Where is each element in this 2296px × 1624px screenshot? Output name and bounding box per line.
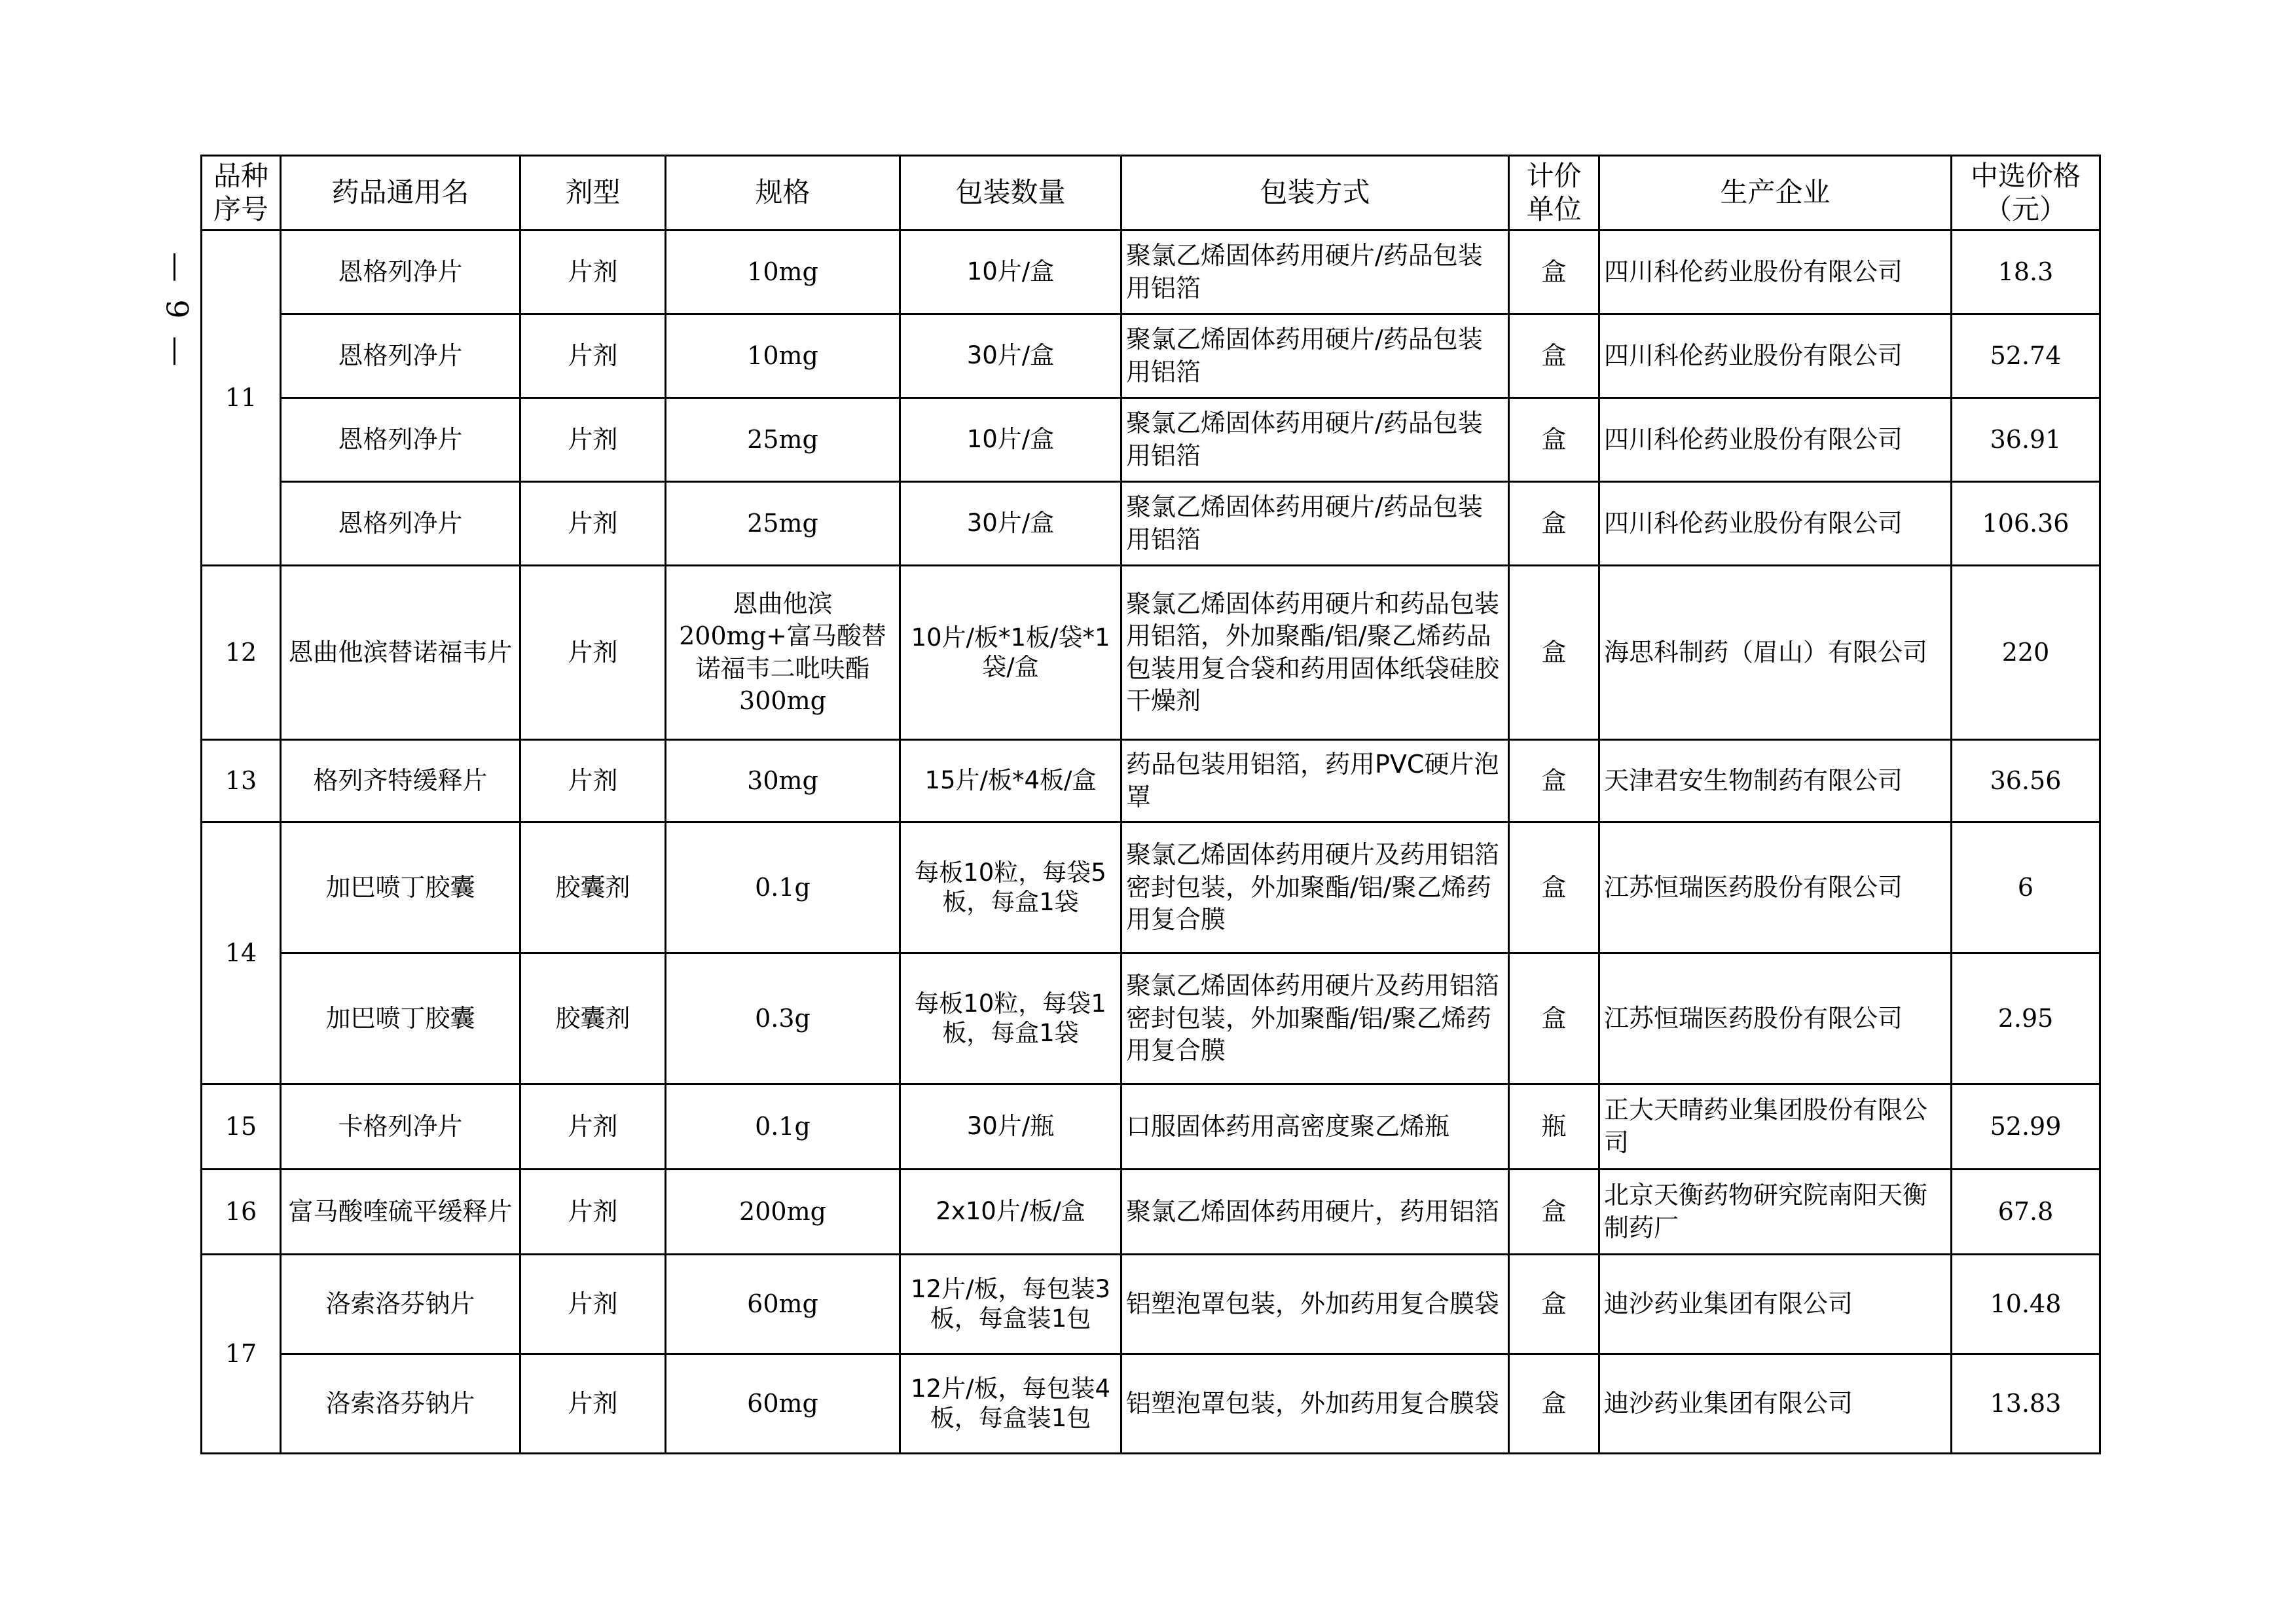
package-quantity-cell: 30片/盒 (900, 482, 1121, 566)
header-dosage-form: 剂型 (520, 156, 666, 231)
selected-price-cell: 36.91 (1952, 398, 2100, 482)
drug-name-cell: 恩格列净片 (281, 314, 520, 398)
dosage-form-cell: 片剂 (520, 1354, 666, 1454)
table-row (202, 398, 2100, 482)
dosage-form-cell: 片剂 (520, 482, 666, 566)
dosage-form-cell: 片剂 (520, 398, 666, 482)
specification-cell: 60mg (666, 1354, 900, 1454)
package-quantity-cell: 每板10粒，每袋1板，每盒1袋 (900, 953, 1121, 1084)
specification-cell: 200mg (666, 1170, 900, 1255)
table-row (202, 231, 2100, 314)
table-row (202, 953, 2100, 1084)
packing-method-cell: 聚氯乙烯固体药用硬片及药用铝箔密封包装，外加聚酯/铝/聚乙烯药用复合膜 (1121, 822, 1509, 953)
specification-cell: 恩曲他滨200mg+富马酸替诺福韦二吡呋酯300mg (666, 566, 900, 740)
drug-name-cell: 加巴喷丁胶囊 (281, 822, 520, 953)
specification-cell: 10mg (666, 314, 900, 398)
seq-cell: 11 (202, 231, 281, 566)
selected-price-cell: 2.95 (1952, 953, 2100, 1084)
specification-cell: 10mg (666, 231, 900, 314)
specification-cell: 0.1g (666, 822, 900, 953)
table-header-row (202, 156, 2100, 231)
package-quantity-cell: 10片/盒 (900, 398, 1121, 482)
dosage-form-cell: 片剂 (520, 314, 666, 398)
manufacturer-cell: 海思科制药（眉山）有限公司 (1599, 566, 1952, 740)
packing-method-cell: 铝塑泡罩包装，外加药用复合膜袋 (1121, 1255, 1509, 1354)
header-packing-method: 包装方式 (1121, 156, 1509, 231)
selected-price-cell: 106.36 (1952, 482, 2100, 566)
drug-name-cell: 恩曲他滨替诺福韦片 (281, 566, 520, 740)
manufacturer-cell: 四川科伦药业股份有限公司 (1599, 398, 1952, 482)
header-specification: 规格 (666, 156, 900, 231)
pricing-unit-cell: 盒 (1509, 822, 1599, 953)
manufacturer-cell: 四川科伦药业股份有限公司 (1599, 231, 1952, 314)
table-row (202, 1354, 2100, 1454)
table-row (202, 566, 2100, 740)
manufacturer-cell: 迪沙药业集团有限公司 (1599, 1255, 1952, 1354)
selected-price-cell: 6 (1952, 822, 2100, 953)
drug-name-cell: 格列齐特缓释片 (281, 740, 520, 822)
packing-method-cell: 聚氯乙烯固体药用硬片和药品包装用铝箔，外加聚酯/铝/聚乙烯药品包装用复合袋和药用固体纸袋硅胶干燥剂 (1121, 566, 1509, 740)
drug-name-cell: 恩格列净片 (281, 482, 520, 566)
selected-price-cell: 36.56 (1952, 740, 2100, 822)
pricing-unit-cell: 盒 (1509, 566, 1599, 740)
table-row (202, 314, 2100, 398)
packing-method-cell: 铝塑泡罩包装，外加药用复合膜袋 (1121, 1354, 1509, 1454)
header-seq: 品种序号 (202, 156, 281, 231)
packing-method-cell: 口服固体药用高密度聚乙烯瓶 (1121, 1084, 1509, 1170)
manufacturer-cell: 天津君安生物制药有限公司 (1599, 740, 1952, 822)
seq-cell: 13 (202, 740, 281, 822)
manufacturer-cell: 四川科伦药业股份有限公司 (1599, 482, 1952, 566)
packing-method-cell: 聚氯乙烯固体药用硬片/药品包装用铝箔 (1121, 314, 1509, 398)
packing-method-cell: 聚氯乙烯固体药用硬片/药品包装用铝箔 (1121, 398, 1509, 482)
dosage-form-cell: 片剂 (520, 1170, 666, 1255)
selected-price-cell: 52.99 (1952, 1084, 2100, 1170)
package-quantity-cell: 2x10片/板/盒 (900, 1170, 1121, 1255)
pricing-unit-cell: 盒 (1509, 398, 1599, 482)
header-package-quantity: 包装数量 (900, 156, 1121, 231)
drug-name-cell: 恩格列净片 (281, 398, 520, 482)
manufacturer-cell: 北京天衡药物研究院南阳天衡制药厂 (1599, 1170, 1952, 1255)
drug-name-cell: 富马酸喹硫平缓释片 (281, 1170, 520, 1255)
manufacturer-cell: 江苏恒瑞医药股份有限公司 (1599, 953, 1952, 1084)
selected-price-cell: 67.8 (1952, 1170, 2100, 1255)
dosage-form-cell: 片剂 (520, 566, 666, 740)
seq-cell: 15 (202, 1084, 281, 1170)
pricing-unit-cell: 盒 (1509, 1255, 1599, 1354)
dosage-form-cell: 片剂 (520, 231, 666, 314)
selected-price-cell: 13.83 (1952, 1354, 2100, 1454)
manufacturer-cell: 正大天晴药业集团股份有限公司 (1599, 1084, 1952, 1170)
header-manufacturer: 生产企业 (1599, 156, 1952, 231)
seq-cell: 17 (202, 1255, 281, 1454)
table-row (202, 1255, 2100, 1354)
drug-name-cell: 恩格列净片 (281, 231, 520, 314)
package-quantity-cell: 15片/板*4板/盒 (900, 740, 1121, 822)
specification-cell: 0.1g (666, 1084, 900, 1170)
seq-cell: 12 (202, 566, 281, 740)
table-row (202, 1170, 2100, 1255)
dosage-form-cell: 胶囊剂 (520, 953, 666, 1084)
packing-method-cell: 聚氯乙烯固体药用硬片/药品包装用铝箔 (1121, 231, 1509, 314)
package-quantity-cell: 12片/板，每包装3板，每盒装1包 (900, 1255, 1121, 1354)
header-drug-name: 药品通用名 (281, 156, 520, 231)
specification-cell: 30mg (666, 740, 900, 822)
package-quantity-cell: 10片/板*1板/袋*1袋/盒 (900, 566, 1121, 740)
packing-method-cell: 药品包装用铝箔，药用PVC硬片泡罩 (1121, 740, 1509, 822)
package-quantity-cell: 12片/板，每包装4板，每盒装1包 (900, 1354, 1121, 1454)
drug-name-cell: 加巴喷丁胶囊 (281, 953, 520, 1084)
dosage-form-cell: 片剂 (520, 1084, 666, 1170)
specification-cell: 60mg (666, 1255, 900, 1354)
selected-price-cell: 220 (1952, 566, 2100, 740)
table-row (202, 740, 2100, 822)
dosage-form-cell: 胶囊剂 (520, 822, 666, 953)
specification-cell: 25mg (666, 398, 900, 482)
pricing-unit-cell: 盒 (1509, 1170, 1599, 1255)
drug-price-table (200, 155, 2101, 1454)
manufacturer-cell: 迪沙药业集团有限公司 (1599, 1354, 1952, 1454)
packing-method-cell: 聚氯乙烯固体药用硬片/药品包装用铝箔 (1121, 482, 1509, 566)
drug-name-cell: 洛索洛芬钠片 (281, 1354, 520, 1454)
selected-price-cell: 10.48 (1952, 1255, 2100, 1354)
pricing-unit-cell: 瓶 (1509, 1084, 1599, 1170)
drug-name-cell: 卡格列净片 (281, 1084, 520, 1170)
table-row (202, 1084, 2100, 1170)
packing-method-cell: 聚氯乙烯固体药用硬片及药用铝箔密封包装，外加聚酯/铝/聚乙烯药用复合膜 (1121, 953, 1509, 1084)
packing-method-cell: 聚氯乙烯固体药用硬片，药用铝箔 (1121, 1170, 1509, 1255)
header-selected-price: 中选价格（元） (1952, 156, 2100, 231)
pricing-unit-cell: 盒 (1509, 482, 1599, 566)
header-pricing-unit: 计价单位 (1509, 156, 1599, 231)
manufacturer-cell: 江苏恒瑞医药股份有限公司 (1599, 822, 1952, 953)
specification-cell: 0.3g (666, 953, 900, 1084)
pricing-unit-cell: 盒 (1509, 314, 1599, 398)
page-number: — 9 — (159, 251, 195, 371)
pricing-unit-cell: 盒 (1509, 1354, 1599, 1454)
drug-name-cell: 洛索洛芬钠片 (281, 1255, 520, 1354)
table-row (202, 482, 2100, 566)
package-quantity-cell: 30片/盒 (900, 314, 1121, 398)
pricing-unit-cell: 盒 (1509, 231, 1599, 314)
seq-cell: 14 (202, 822, 281, 1084)
pricing-unit-cell: 盒 (1509, 740, 1599, 822)
pricing-unit-cell: 盒 (1509, 953, 1599, 1084)
selected-price-cell: 52.74 (1952, 314, 2100, 398)
package-quantity-cell: 30片/瓶 (900, 1084, 1121, 1170)
manufacturer-cell: 四川科伦药业股份有限公司 (1599, 314, 1952, 398)
specification-cell: 25mg (666, 482, 900, 566)
package-quantity-cell: 每板10粒，每袋5板，每盒1袋 (900, 822, 1121, 953)
table-row (202, 822, 2100, 953)
selected-price-cell: 18.3 (1952, 231, 2100, 314)
dosage-form-cell: 片剂 (520, 740, 666, 822)
package-quantity-cell: 10片/盒 (900, 231, 1121, 314)
seq-cell: 16 (202, 1170, 281, 1255)
dosage-form-cell: 片剂 (520, 1255, 666, 1354)
